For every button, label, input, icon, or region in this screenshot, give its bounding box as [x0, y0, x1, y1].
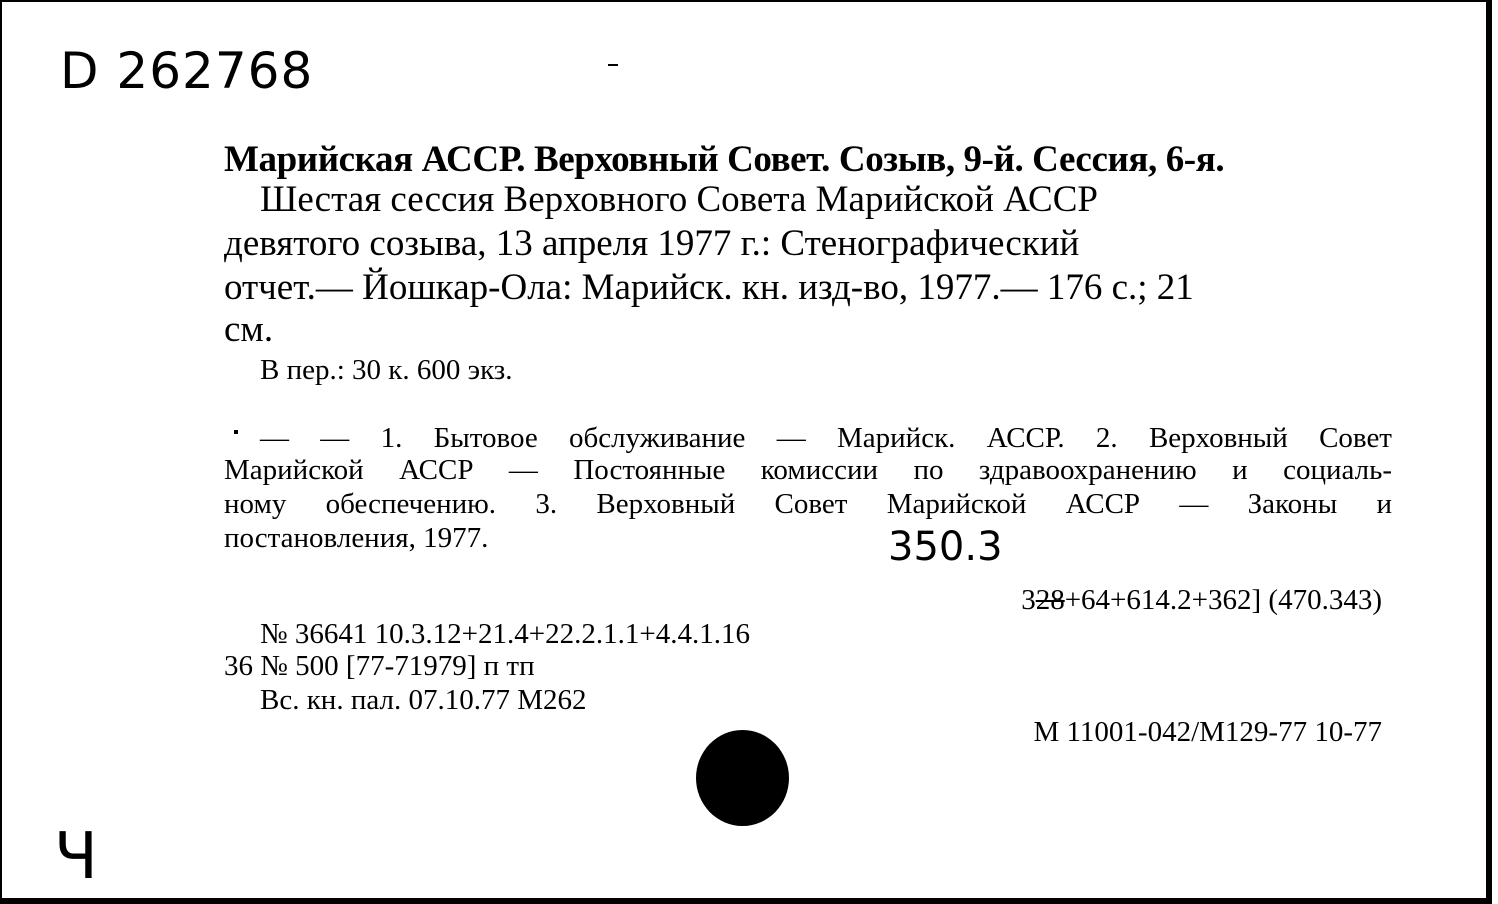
price-line: В пер.: 30 к. 600 экз. — [260, 354, 513, 386]
bbk-prefix: 3 — [1021, 584, 1036, 616]
handwritten-classification: 350.3 — [888, 524, 1003, 570]
bbk-index — [1021, 584, 1382, 617]
subjects-line-2: Марийской АССР — Постоянные комиссии по здравоохранению и социаль- — [224, 454, 1392, 486]
corner-mark: Ч — [54, 820, 98, 894]
inventory-number: D 262768 — [60, 42, 314, 100]
card-heading: Марийская АССР. Верховный Совет. Созыв, 9-й. Сессия, 6-я. — [224, 139, 1225, 180]
description-line-4: см. — [224, 309, 274, 350]
bbk-rest: +64+614.2+362] (470.343) — [1064, 584, 1382, 616]
description-line-2: девятого созыва, 13 апреля 1977 г.: Стенографический — [224, 223, 1080, 264]
description-line-1: Шестая сессия Верховного Совета Марийской АССР — [260, 179, 1098, 220]
ink-mark — [608, 64, 618, 66]
subjects-line-4: постановления, 1977. — [224, 522, 489, 554]
subjects-line-1: — — 1. Бытовое обслуживание — Марийск. АССР. 2. Верховный Совет — [260, 422, 1392, 454]
bbk-struck-digits: 28 — [1035, 584, 1065, 616]
code-line-2: 36 № 500 [77-71979] п тп — [224, 650, 535, 682]
m-code: М 11001-042/М129-77 10-77 — [1033, 716, 1382, 748]
code-line-1: № 36641 10.3.12+21.4+22.2.1.1+4.4.1.16 — [260, 618, 750, 650]
code-line-3: Вс. кн. пал. 07.10.77 М262 — [260, 684, 587, 716]
subjects-line-3: ному обеспечению. 3. Верховный Совет Марийской АССР — Законы и — [224, 488, 1392, 520]
punch-hole — [696, 730, 789, 826]
description-line-3: отчет.— Йошкар-Ола: Марийск. кн. изд-во, 1977.— 176 с.; 21 — [224, 267, 1194, 308]
